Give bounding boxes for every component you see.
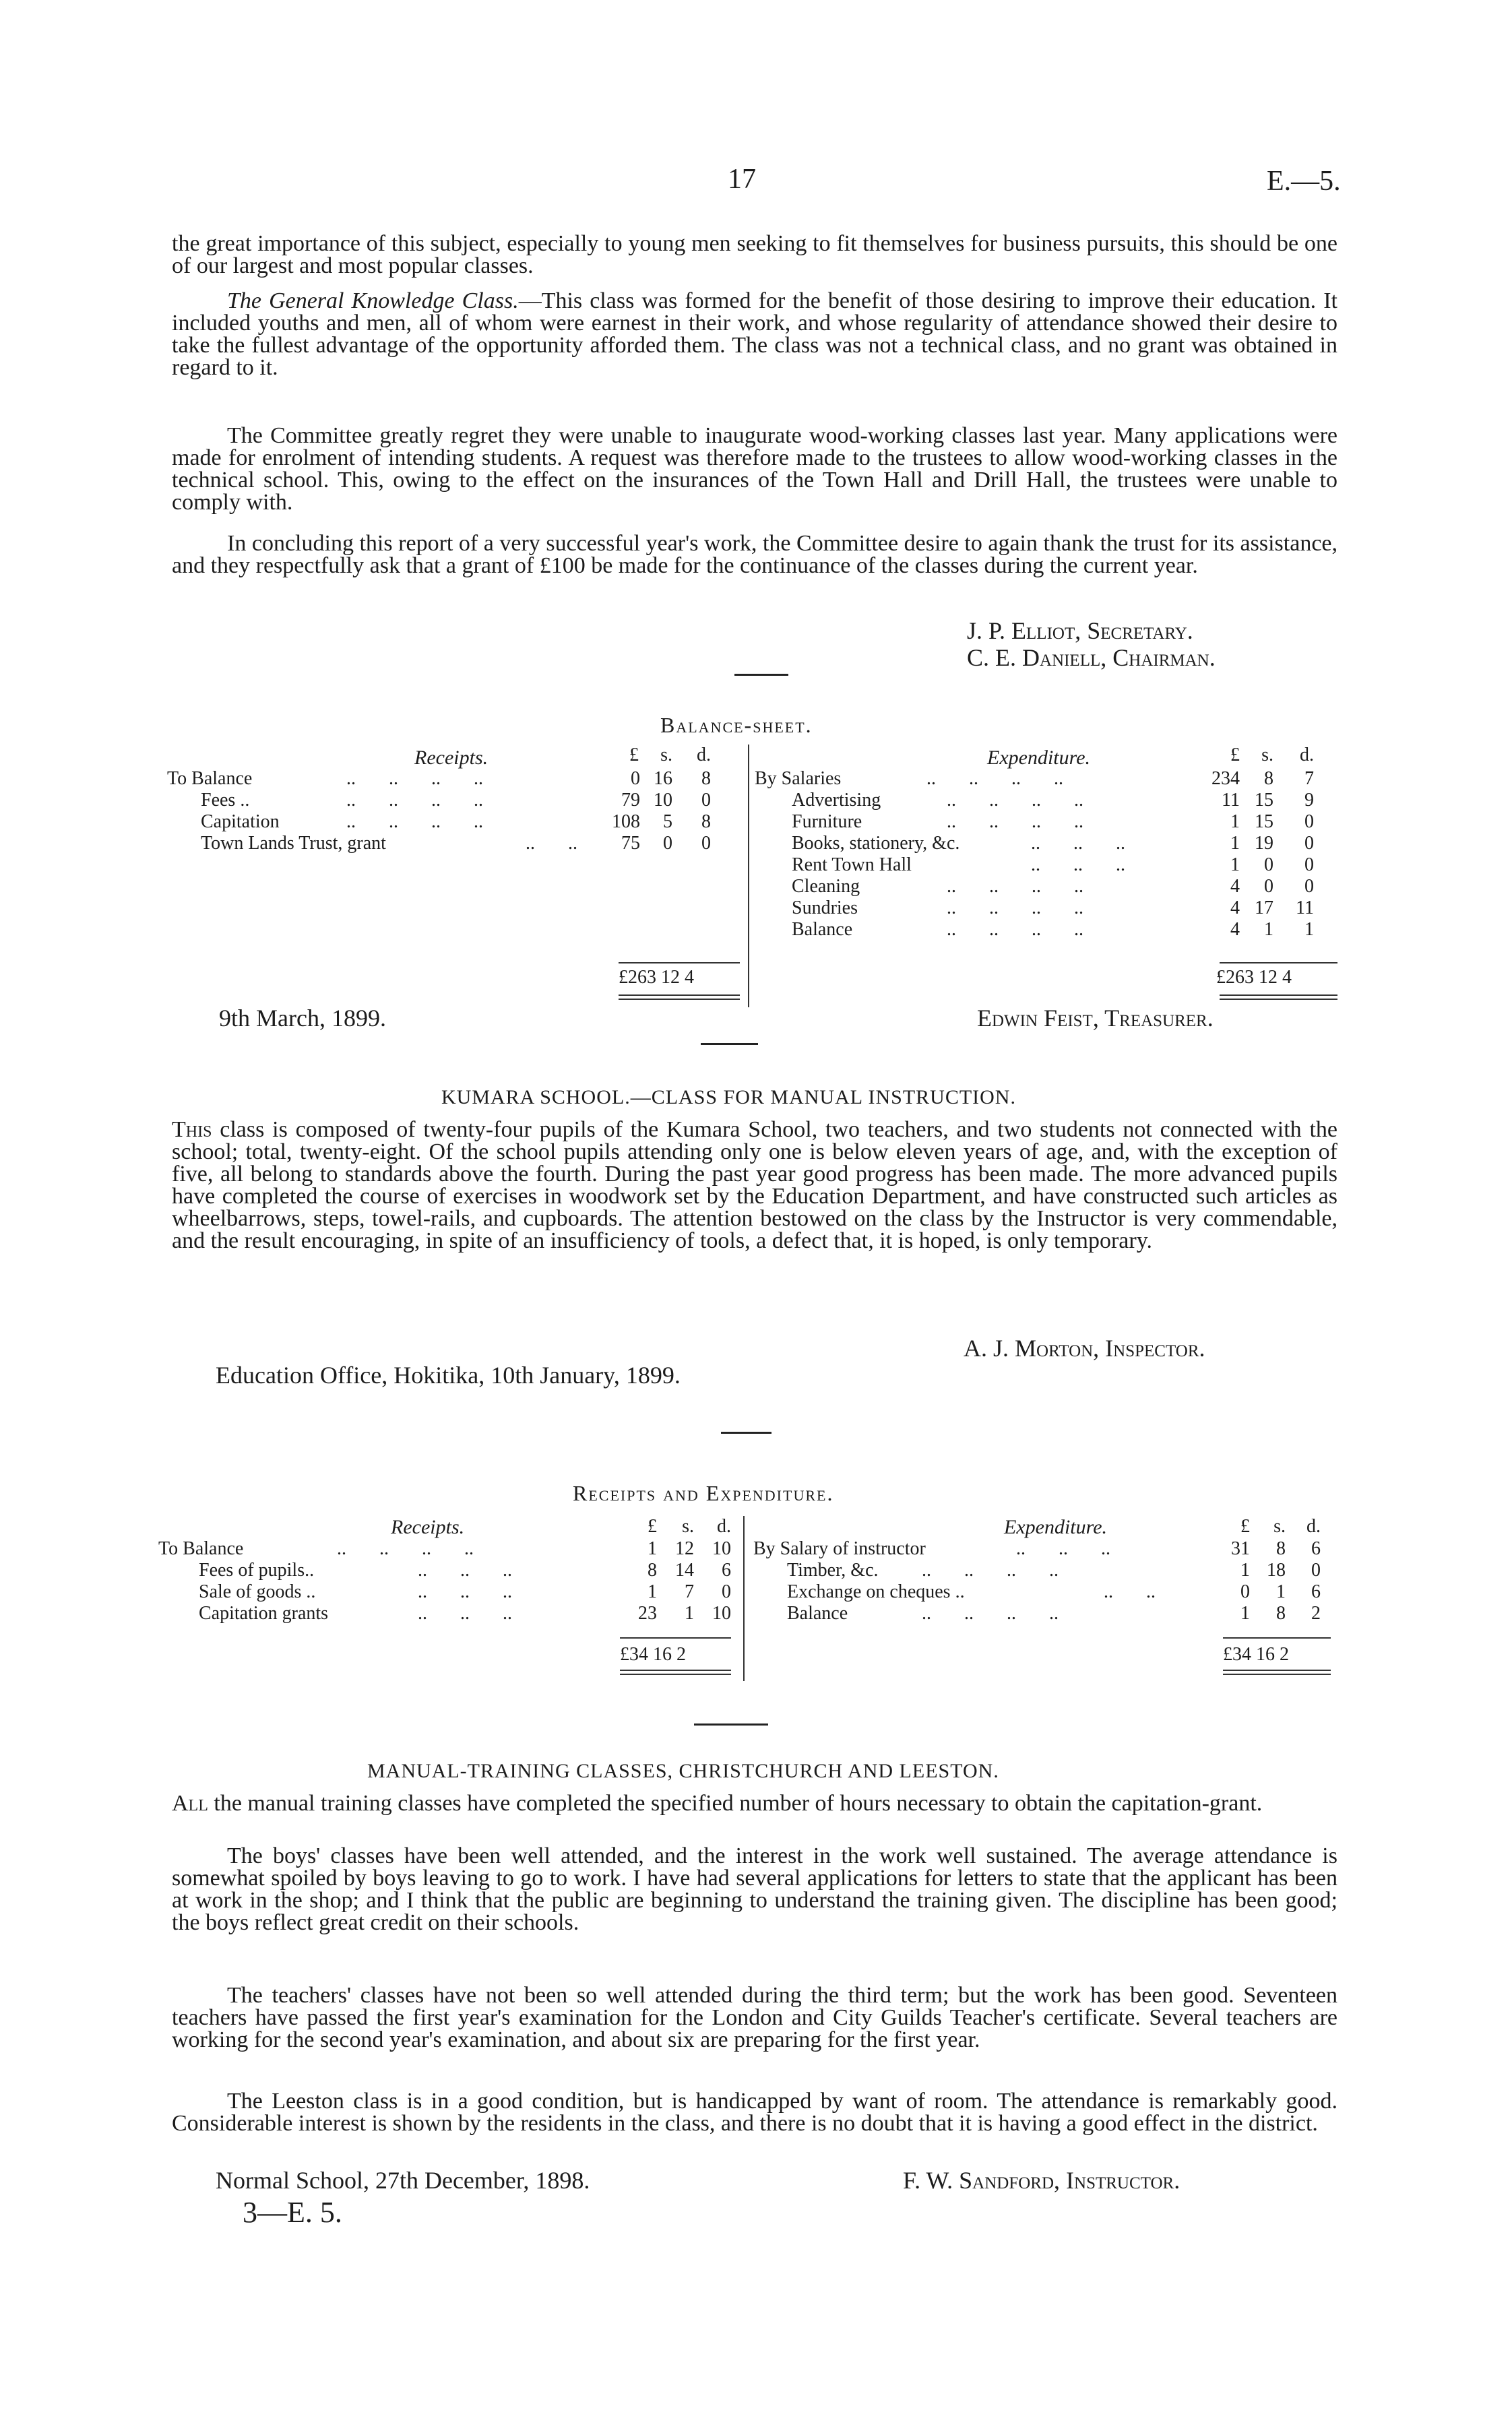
- balance-receipts-total: £263 12 4: [619, 967, 694, 988]
- balance-receipts-double-rule: [619, 994, 740, 996]
- cell-pence: 0: [1304, 833, 1314, 854]
- manual-body-1: the manual training classes have completed the specified number of hours necessary to obtain the capitation-grant.: [208, 1791, 1263, 1816]
- row-label: Capitation grants: [199, 1603, 329, 1624]
- cell-pence: 1: [1304, 919, 1314, 940]
- table-row: Capitation .. .. .. ..: [201, 811, 483, 832]
- row-label: Rent Town Hall: [792, 854, 912, 875]
- cell-pounds: 1: [648, 1581, 657, 1602]
- balance-receipts-double-rule: [619, 999, 740, 1000]
- cell-shillings: 17: [1255, 897, 1273, 918]
- cell-pence: 6: [722, 1560, 731, 1581]
- re-expenditure-label: Expenditure.: [1004, 1516, 1108, 1538]
- row-label: Sundries: [792, 897, 858, 918]
- cell-shillings: 15: [1255, 811, 1273, 832]
- table-row: Furniture .. .. .. ..: [792, 811, 1083, 832]
- cell-pounds: 1: [1240, 1603, 1250, 1624]
- cell-pence: 9: [1304, 790, 1314, 811]
- re-receipts-double-rule: [620, 1670, 731, 1671]
- cell-pence: 11: [1296, 897, 1314, 918]
- cell-pounds: 1: [648, 1538, 657, 1559]
- re-expenditure-pence-header: d.: [1306, 1516, 1321, 1537]
- row-label: Fees ..: [201, 790, 250, 811]
- cell-shillings: 19: [1255, 833, 1273, 854]
- table-row: Timber, &c. .. .. .. ..: [787, 1560, 1059, 1581]
- manual-paragraph-3: The teachers' classes have not been so well attended during the third term; but the work has been good. Seventeen teachers have passed the first year's examination for the London and City Guilds Teacher's certificate. Several teachers are working for the second year's examination, and about six are preparing for the first year.: [172, 1983, 1337, 2052]
- cell-pence: 6: [1311, 1538, 1321, 1559]
- re-expenditure-shilling-header: s.: [1273, 1516, 1286, 1537]
- balance-expenditure-label: Expenditure.: [987, 747, 1091, 769]
- cell-pounds: 75: [621, 833, 640, 854]
- row-label: Timber, &c.: [787, 1560, 879, 1581]
- table-row: By Salaries .. .. .. ..: [755, 768, 1063, 789]
- cell-pence: 0: [701, 790, 711, 811]
- re-receipts-shilling-header: s.: [682, 1516, 694, 1537]
- table-row: Exchange on cheques .. .. ..: [787, 1581, 1156, 1602]
- cell-pence: 8: [701, 768, 711, 789]
- inspector-signature: A. J. Morton, Inspector.: [964, 1335, 1205, 1362]
- table-row: Town Lands Trust, grant .. ..: [201, 833, 577, 854]
- cell-pounds: 11: [1222, 790, 1240, 811]
- cell-shillings: 8: [1264, 768, 1273, 789]
- table-row: To Balance .. .. .. ..: [158, 1538, 474, 1559]
- cell-shillings: 8: [1276, 1538, 1286, 1559]
- row-label: Furniture: [792, 811, 862, 832]
- table-row: Rent Town Hall .. .. ..: [792, 854, 1125, 875]
- cell-shillings: 10: [654, 790, 672, 811]
- manual-paragraph-2: The boys' classes have been well attended, and the interest in the work well sustained. The average attendance is somewhat spoiled by boys leaving to go to work. I have had several applications for letters to state that the applicant has been at work in the shop; and I think that the public are beginning to understand the training given. The discipline has been good; the boys reflect great credit on their schools.: [172, 1843, 1337, 1935]
- kumara-office-date: Education Office, Hokitika, 10th January, 1899.: [216, 1362, 681, 1389]
- signature-mark: 3—E. 5.: [243, 2196, 342, 2229]
- secretary-signature: J. P. Elliot, Secretary.: [967, 617, 1193, 644]
- balance-expenditure-shilling-header: s.: [1261, 745, 1273, 765]
- cell-shillings: 0: [1264, 854, 1273, 875]
- row-label: Balance: [787, 1603, 848, 1624]
- cell-pence: 2: [1311, 1603, 1321, 1624]
- table-row: To Balance .. .. .. ..: [167, 768, 483, 789]
- cell-pounds: 0: [631, 768, 640, 789]
- page-number: 17: [728, 164, 756, 195]
- cell-pounds: 23: [638, 1603, 657, 1624]
- instructor-signature: F. W. Sandford, Instructor.: [903, 2167, 1180, 2194]
- balance-receipts-pound-header: £: [629, 745, 639, 765]
- cell-pence: 0: [722, 1581, 731, 1602]
- table-row: Capitation grants .. .. ..: [199, 1603, 512, 1624]
- cell-pence: 10: [712, 1603, 731, 1624]
- intro-paragraph-3: The Committee greatly regret they were unable to inaugurate wood-working classes last year. Many applications were made for enrolment of intending students. A request was therefore made to the trustees to allow wood-working classes in the technical school. This, owing to the effect on the insurances of the Town Hall and Drill Hall, the trustees were unable to comply with.: [172, 423, 1337, 515]
- row-label: Town Lands Trust, grant: [201, 833, 386, 854]
- table-row: Advertising .. .. .. ..: [792, 790, 1083, 811]
- re-receipts-double-rule: [620, 1674, 731, 1675]
- table-row: Balance .. .. .. ..: [792, 919, 1083, 940]
- balance-receipts-shilling-header: s.: [660, 745, 672, 765]
- table-row: Sale of goods .. .. .. ..: [199, 1581, 512, 1602]
- general-knowledge-title: The General Knowledge Class.: [227, 288, 519, 313]
- kumara-body: class is composed of twenty-four pupils of the Kumara School, two teachers, and two students not connected with the school; total, twenty-eight. Of the school pupils attending only one is below eleven years of age, and, with the exception of five, all belong to standards above the fourth. During the past year good progress has been made. The more advanced pupils have completed the course of exercises in woodwork set by the Education Department, and have constructed such articles as wheelbarrows, steps, towel-rails, and cupboards. The attention bestowed on the class by the Instructor is very commendable, and the result encouraging, in spite of an insufficiency of tools, a defect that, it is hoped, is only temporary.: [172, 1117, 1337, 1253]
- cell-shillings: 7: [685, 1581, 694, 1602]
- row-label: Capitation: [201, 811, 280, 832]
- balance-expenditure-total-rule: [1220, 962, 1337, 963]
- cell-shillings: 12: [675, 1538, 694, 1559]
- section-divider: [734, 674, 788, 676]
- cell-pounds: 1: [1240, 1560, 1250, 1581]
- cell-pounds: 8: [648, 1560, 657, 1581]
- cell-pence: 6: [1311, 1581, 1321, 1602]
- cell-pounds: 234: [1211, 768, 1240, 789]
- cell-shillings: 1: [1264, 919, 1273, 940]
- cell-pounds: 31: [1231, 1538, 1250, 1559]
- row-label: To Balance: [158, 1538, 244, 1559]
- cell-pence: 0: [1304, 811, 1314, 832]
- balance-sheet-date: 9th March, 1899.: [219, 1005, 386, 1032]
- row-label: Advertising: [792, 790, 881, 811]
- cell-shillings: 0: [1264, 876, 1273, 897]
- cell-pence: 8: [701, 811, 711, 832]
- cell-shillings: 18: [1267, 1560, 1286, 1581]
- cell-shillings: 1: [1276, 1581, 1286, 1602]
- balance-receipts-label: Receipts.: [414, 747, 489, 769]
- cell-pence: 7: [1304, 768, 1314, 789]
- cell-shillings: 1: [685, 1603, 694, 1624]
- document-reference: E.—5.: [1267, 166, 1341, 197]
- manual-paragraph-1: [172, 1792, 1337, 1814]
- kumara-heading: KUMARA SCHOOL.—CLASS FOR MANUAL INSTRUCTION.: [441, 1086, 1016, 1108]
- cell-pence: 0: [1304, 854, 1314, 875]
- table-row: Sundries .. .. .. ..: [792, 897, 1083, 918]
- re-expenditure-double-rule: [1223, 1670, 1331, 1671]
- cell-pence: 10: [712, 1538, 731, 1559]
- table-row: By Salary of instructor .. .. ..: [753, 1538, 1110, 1559]
- balance-expenditure-pence-header: d.: [1300, 745, 1314, 765]
- table-row: Cleaning .. .. .. ..: [792, 876, 1083, 897]
- balance-receipts-total-rule: [619, 962, 740, 963]
- receipts-expenditure-title: Receipts and Expenditure.: [573, 1481, 834, 1505]
- balance-expenditure-double-rule: [1220, 994, 1337, 996]
- cell-pounds: 0: [1240, 1581, 1250, 1602]
- re-receipts-total: £34 16 2: [620, 1644, 686, 1665]
- row-label: Fees of pupils..: [199, 1560, 315, 1581]
- row-label: By Salary of instructor: [753, 1538, 926, 1559]
- balance-expenditure-pound-header: £: [1230, 745, 1240, 765]
- manual-paragraph-4: The Leeston class is in a good condition, but is handicapped by want of room. The attendance is remarkably good. Considerable interest is shown by the residents in the class, and there is no doubt that it is having a good effect in the district.: [172, 2089, 1337, 2136]
- row-label: Balance: [792, 919, 853, 940]
- treasurer-signature: Edwin Feist, Treasurer.: [977, 1005, 1214, 1032]
- re-column-divider: [743, 1516, 745, 1681]
- balance-column-divider: [748, 745, 749, 1007]
- manual-lead-word: All: [172, 1791, 208, 1816]
- kumara-paragraph: [172, 1118, 1337, 1252]
- re-expenditure-total: £34 16 2: [1223, 1644, 1289, 1665]
- intro-paragraph-2: [172, 290, 1337, 379]
- re-expenditure-total-rule: [1223, 1637, 1331, 1639]
- re-receipts-label: Receipts.: [391, 1516, 465, 1538]
- table-row: Fees .. .. .. .. ..: [201, 790, 483, 811]
- manual-place-date: Normal School, 27th December, 1898.: [216, 2167, 590, 2194]
- section-divider: [694, 1724, 768, 1726]
- row-label: By Salaries: [755, 768, 842, 789]
- intro-paragraph-1: the great importance of this subject, especially to young men seeking to fit themselves for business pursuits, this should be one of our largest and most popular classes.: [172, 231, 1337, 278]
- general-knowledge-body: —This class was formed for the benefit of those desiring to improve their education. It included youths and men, all of whom were earnest in their work, and whose regularity of attendance showed their desire to take the fullest advantage of the opportunity afforded them. The class was not a technical class, and no grant was obtained in regard to it.: [172, 288, 1337, 380]
- cell-shillings: 14: [675, 1560, 694, 1581]
- kumara-lead-word: This: [172, 1117, 212, 1142]
- cell-pounds: 1: [1230, 833, 1240, 854]
- re-receipts-pence-header: d.: [717, 1516, 731, 1537]
- re-receipts-total-rule: [620, 1637, 731, 1639]
- re-expenditure-double-rule: [1223, 1674, 1331, 1675]
- chairman-signature: C. E. Daniell, Chairman.: [967, 644, 1216, 671]
- cell-pounds: 1: [1230, 811, 1240, 832]
- cell-pounds: 4: [1230, 876, 1240, 897]
- cell-pence: 0: [1311, 1560, 1321, 1581]
- cell-shillings: 15: [1255, 790, 1273, 811]
- manual-heading: MANUAL-TRAINING CLASSES, CHRISTCHURCH AND LEESTON.: [367, 1760, 999, 1782]
- cell-pounds: 108: [612, 811, 640, 832]
- row-label: To Balance: [167, 768, 253, 789]
- row-label: Exchange on cheques ..: [787, 1581, 965, 1602]
- section-divider: [721, 1432, 771, 1434]
- re-receipts-pound-header: £: [648, 1516, 657, 1537]
- cell-pence: 0: [701, 833, 711, 854]
- cell-shillings: 5: [663, 811, 672, 832]
- balance-receipts-pence-header: d.: [697, 745, 711, 765]
- table-row: Books, stationery, &c. .. .. ..: [792, 833, 1125, 854]
- cell-pounds: 4: [1230, 919, 1240, 940]
- row-label: Sale of goods ..: [199, 1581, 316, 1602]
- cell-pounds: 4: [1230, 897, 1240, 918]
- cell-pounds: 79: [621, 790, 640, 811]
- section-divider: [701, 1043, 758, 1045]
- table-row: Fees of pupils.. .. .. ..: [199, 1560, 512, 1581]
- row-label: Cleaning: [792, 876, 860, 897]
- cell-pence: 0: [1304, 876, 1314, 897]
- cell-shillings: 8: [1276, 1603, 1286, 1624]
- cell-shillings: 16: [654, 768, 672, 789]
- row-label: Books, stationery, &c.: [792, 833, 960, 854]
- re-expenditure-pound-header: £: [1240, 1516, 1250, 1537]
- balance-expenditure-double-rule: [1220, 999, 1337, 1000]
- balance-sheet-title: Balance-sheet.: [660, 713, 813, 737]
- cell-shillings: 0: [663, 833, 672, 854]
- cell-pounds: 1: [1230, 854, 1240, 875]
- balance-expenditure-total: £263 12 4: [1216, 967, 1292, 988]
- intro-paragraph-4: In concluding this report of a very successful year's work, the Committee desire to again thank the trust for its assistance, and they respectfully ask that a grant of £100 be made for the continuance of the classes during the current year.: [172, 531, 1337, 578]
- table-row: Balance .. .. .. ..: [787, 1603, 1059, 1624]
